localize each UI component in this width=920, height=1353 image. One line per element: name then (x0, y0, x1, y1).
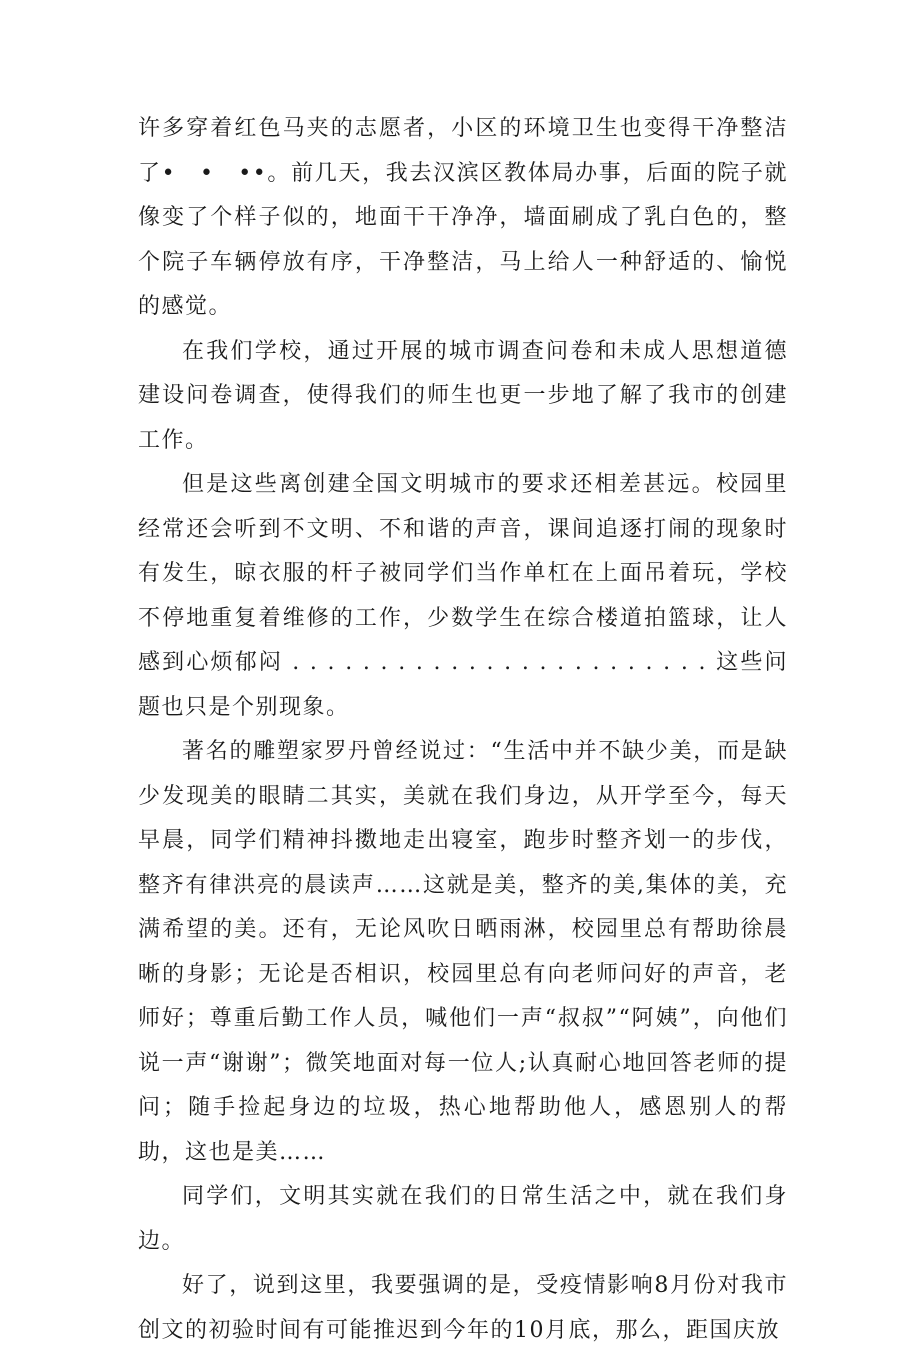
document-body (138, 107, 788, 1353)
paragraph: 著名的雕塑家罗丹曾经说过：“生活中并不缺少美，而是缺少发现美的眼睛二其实，美就在我们身边，从开学至今，每天早晨，同学们精神抖擞地走出寝室，跑步时整齐划一的步伐，整齐有律洪亮的晨读声……这就是美，整齐的美,集体的美，充满希望的美。还有，无论风吹日晒雨淋，校园里总有帮助徐晨晰的身影；无论是否相识，校园里总有向老师问好的声音，老师好；尊重后勤工作人员，喊他们一声“叔叔”“阿姨”，向他们说一声“谢谢”；微笑地面对每一位人;认真耐心地回答老师的提问；随手捡起身边的垃圾，热心地帮助他人，感恩别人的帮助，这也是美…… (138, 739, 788, 1165)
paragraph: 好了，说到这里，我要强调的是，受疫情影响8月份对我市创文的初验时间有可能推迟到今年的10月底，那么，距国庆放 (138, 1273, 788, 1343)
paragraph: 同学们，文明其实就在我们的日常生活之中，就在我们身边。 (138, 1184, 788, 1254)
paragraph: 但是这些离创建全国文明城市的要求还相差甚远。校园里经常还会听到不文明、不和谐的声音，课间追逐打闹的现象时有发生，晾衣服的杆子被同学们当作单杠在上面吊着玩，学校不停地重复着维修的工作，少数学生在综合楼道拍篮球，让人感到心烦郁闷 . . . . . . . . . . . . . . . . . . . . . . . . 这些问题也只是个别现象。 (138, 472, 788, 720)
paragraph: 许多穿着红色马夹的志愿者，小区的环境卫生也变得干净整洁了• • ••。前几天，我去汉滨区教体局办事，后面的院子就像变了个样子似的，地面干干净净，墙面刷成了乳白色的，整个院子车辆停放有序，干净整洁，马上给人一种舒适的、愉悦的感觉。 (138, 116, 788, 319)
paragraph: 在我们学校，通过开展的城市调查问卷和未成人思想道德建设问卷调查，使得我们的师生也更一步地了解了我市的创建工作。 (138, 338, 788, 453)
